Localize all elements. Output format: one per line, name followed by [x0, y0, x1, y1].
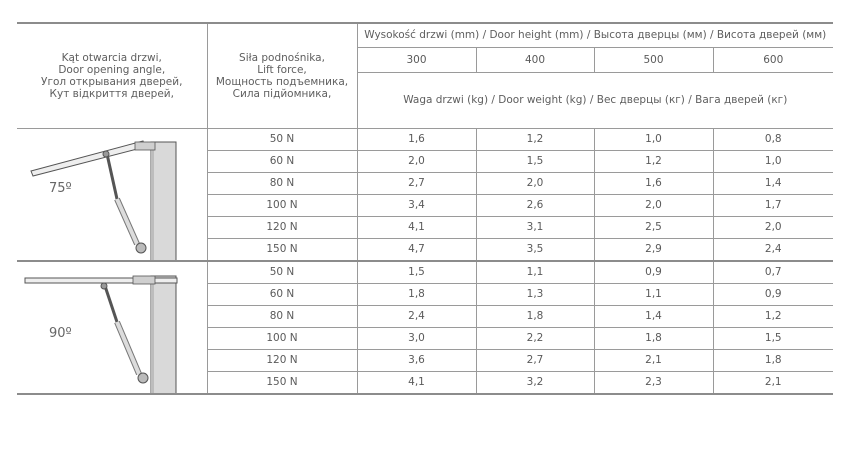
door-weight-cell: 3,6	[357, 349, 476, 371]
door-weight-cell: 0,9	[594, 261, 713, 284]
angle-header-line: Door opening angle,	[58, 63, 166, 76]
lift-force-cell: 150 N	[207, 238, 357, 261]
angle-label: 90º	[49, 325, 72, 341]
door-height-600: 600	[713, 47, 833, 72]
door-weight-cell: 2,9	[594, 238, 713, 261]
lift-force-cell: 50 N	[207, 261, 357, 284]
door-weight-cell: 2,2	[476, 327, 594, 349]
door-weight-cell: 2,0	[476, 172, 594, 194]
angle-header-line: Угол открывания дверей,	[41, 75, 183, 88]
table-row	[17, 128, 833, 150]
lift-force-cell: 60 N	[207, 150, 357, 172]
door-weight-header: Waga drzwi (kg) / Door weight (kg) / Вес дверцы (кг) / Вага дверей (кг)	[357, 72, 833, 128]
force-header-line: Lift force,	[257, 63, 307, 76]
door-weight-cell: 1,5	[357, 261, 476, 284]
door-weight-cell: 2,0	[594, 194, 713, 216]
door-weight-cell: 1,4	[594, 305, 713, 327]
angle-column-header	[17, 23, 207, 128]
force-column-header	[207, 23, 357, 128]
door-weight-cell: 1,0	[594, 128, 713, 150]
door-weight-cell: 1,8	[476, 305, 594, 327]
lift-force-cell: 100 N	[207, 194, 357, 216]
door-weight-cell: 1,6	[594, 172, 713, 194]
door-weight-cell: 1,1	[476, 261, 594, 284]
door-weight-cell: 2,1	[594, 349, 713, 371]
door-weight-cell: 1,8	[713, 349, 833, 371]
lift-force-cell: 120 N	[207, 216, 357, 238]
door-weight-cell: 1,7	[713, 194, 833, 216]
door-weight-cell: 3,5	[476, 238, 594, 261]
door-weight-cell: 4,1	[357, 371, 476, 394]
door-weight-cell: 1,1	[594, 283, 713, 305]
door-height-header: Wysokość drzwi (mm) / Door height (mm) / Высота дверцы (мм) / Висота дверей (мм)	[357, 23, 833, 47]
door-weight-cell: 2,6	[476, 194, 594, 216]
door-weight-cell: 4,1	[357, 216, 476, 238]
door-weight-cell: 2,7	[357, 172, 476, 194]
door-weight-cell: 1,8	[594, 327, 713, 349]
force-header-line: Мощность подъемника,	[215, 75, 349, 88]
door-weight-cell: 1,6	[357, 128, 476, 150]
angle-label: 75º	[49, 180, 72, 196]
angle-header-line: Kąt otwarcia drzwi,	[61, 51, 162, 64]
door-height-300: 300	[357, 47, 476, 72]
door-weight-cell: 2,5	[594, 216, 713, 238]
lift-force-cell: 60 N	[207, 283, 357, 305]
door-weight-cell: 1,3	[476, 283, 594, 305]
force-header-line: Siła podnośnika,	[239, 51, 325, 64]
door-weight-cell: 1,2	[476, 128, 594, 150]
door-weight-cell: 3,1	[476, 216, 594, 238]
door-weight-cell: 2,7	[476, 349, 594, 371]
door-weight-cell: 1,2	[594, 150, 713, 172]
door-weight-cell: 0,9	[713, 283, 833, 305]
force-header-line: Сила підйомника,	[232, 87, 332, 100]
angle-header-line: Кут відкриття дверей,	[49, 87, 174, 100]
door-weight-cell: 3,4	[357, 194, 476, 216]
door-weight-cell: 4,7	[357, 238, 476, 261]
lift-force-cell: 120 N	[207, 349, 357, 371]
door-weight-cell: 1,2	[713, 305, 833, 327]
lift-force-cell: 80 N	[207, 172, 357, 194]
lift-mechanism-75-diagram	[17, 129, 207, 261]
door-weight-cell: 3,0	[357, 327, 476, 349]
angle-cell	[17, 261, 207, 394]
door-weight-cell: 1,8	[357, 283, 476, 305]
door-weight-cell: 1,0	[713, 150, 833, 172]
lift-force-cell: 150 N	[207, 371, 357, 394]
table-row	[17, 261, 833, 284]
door-weight-cell: 2,3	[594, 371, 713, 394]
door-height-400: 400	[476, 47, 594, 72]
lift-force-table	[17, 22, 833, 395]
lift-force-cell: 50 N	[207, 128, 357, 150]
lift-force-rows	[17, 128, 833, 394]
door-weight-cell: 1,5	[476, 150, 594, 172]
door-weight-cell: 2,0	[357, 150, 476, 172]
door-weight-cell: 2,0	[713, 216, 833, 238]
door-weight-cell: 1,4	[713, 172, 833, 194]
lift-mechanism-90-diagram	[17, 262, 207, 394]
door-weight-cell: 3,2	[476, 371, 594, 394]
door-weight-cell: 2,1	[713, 371, 833, 394]
door-weight-cell: 2,4	[713, 238, 833, 261]
door-height-500: 500	[594, 47, 713, 72]
door-weight-cell: 0,8	[713, 128, 833, 150]
door-weight-cell: 2,4	[357, 305, 476, 327]
door-weight-cell: 0,7	[713, 261, 833, 284]
door-weight-cell: 1,5	[713, 327, 833, 349]
lift-force-cell: 100 N	[207, 327, 357, 349]
lift-force-cell: 80 N	[207, 305, 357, 327]
angle-cell	[17, 128, 207, 261]
